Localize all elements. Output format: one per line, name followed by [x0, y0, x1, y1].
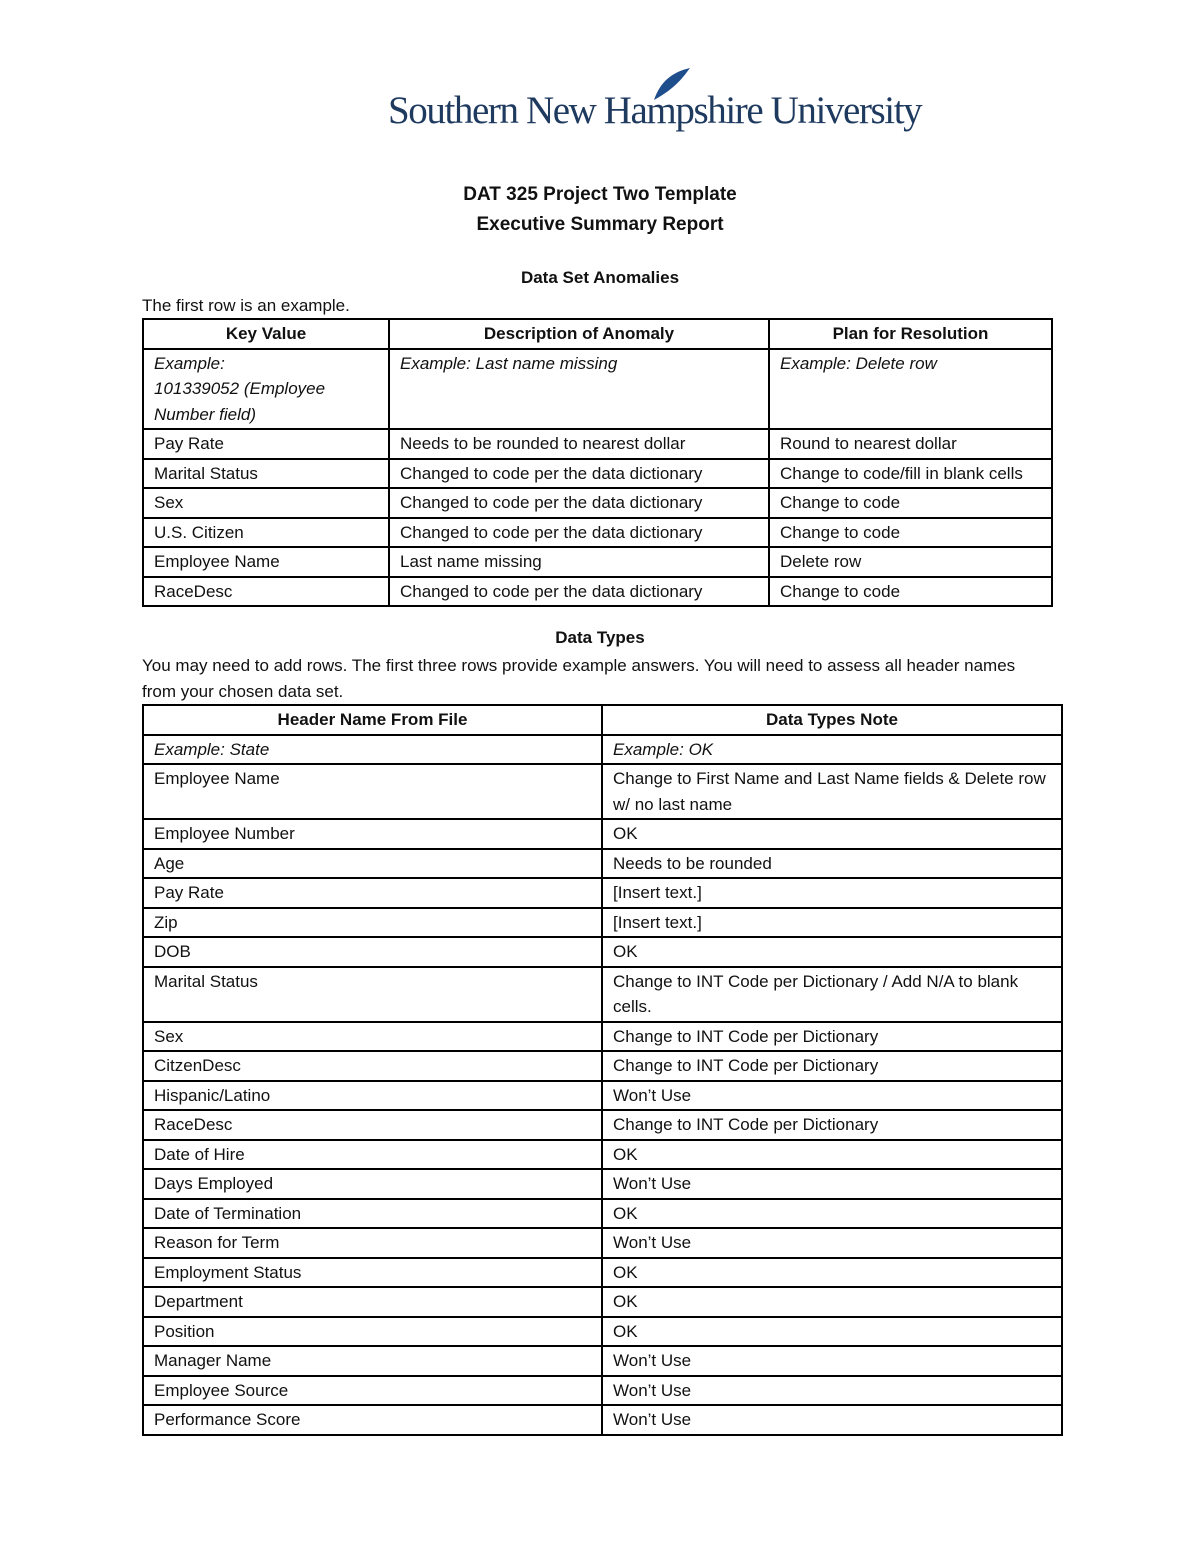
table-row [143, 819, 1062, 849]
table-cell: Change to INT Code per Dictionary [602, 1051, 1062, 1081]
table-cell: Hispanic/Latino [143, 1081, 602, 1111]
table-cell: Change to code [769, 518, 1052, 548]
table-cell: Example: OK [602, 735, 1062, 765]
table-row [143, 764, 1062, 819]
anomalies-intro: The first row is an example. [142, 296, 350, 315]
document-subtitle: Executive Summary Report [476, 214, 724, 235]
table-cell: Won’t Use [602, 1081, 1062, 1111]
table-row [143, 547, 1052, 577]
table-cell: Needs to be rounded to nearest dollar [389, 429, 769, 459]
university-logo [388, 66, 922, 136]
leaf-icon [650, 66, 692, 102]
table-row [143, 349, 1052, 430]
data-types-intro: You may need to add rows. The first three rows provide example answers. You will need to assess all header names from your chosen data set. [142, 656, 1016, 701]
table-header-row [143, 705, 1062, 735]
column-header: Key Value [143, 319, 389, 349]
table-cell: Employee Name [143, 547, 389, 577]
table-row [143, 735, 1062, 765]
data-types-heading: Data Types [555, 628, 645, 647]
table-cell: Changed to code per the data dictionary [389, 577, 769, 607]
data-types-table [142, 704, 1063, 1436]
table-cell: OK [602, 937, 1062, 967]
table-cell: Needs to be rounded [602, 849, 1062, 879]
table-cell: Round to nearest dollar [769, 429, 1052, 459]
table-cell: Delete row [769, 547, 1052, 577]
table-row [143, 1405, 1062, 1435]
table-cell: Won’t Use [602, 1346, 1062, 1376]
table-cell: Change to INT Code per Dictionary / Add N/A to blank cells. [602, 967, 1062, 1022]
table-cell: OK [602, 1317, 1062, 1347]
table-cell: Marital Status [143, 459, 389, 489]
table-row [143, 1376, 1062, 1406]
column-header: Description of Anomaly [389, 319, 769, 349]
table-row [143, 1051, 1062, 1081]
table-row [143, 1022, 1062, 1052]
table-cell: Pay Rate [143, 429, 389, 459]
table-cell: Change to code [769, 488, 1052, 518]
column-header: Data Types Note [602, 705, 1062, 735]
table-row [143, 967, 1062, 1022]
table-cell: Manager Name [143, 1346, 602, 1376]
table-row [143, 908, 1062, 938]
table-row [143, 937, 1062, 967]
table-row [143, 849, 1062, 879]
table-cell: Employee Source [143, 1376, 602, 1406]
table-cell: Change to INT Code per Dictionary [602, 1022, 1062, 1052]
table-row [143, 1317, 1062, 1347]
column-header: Header Name From File [143, 705, 602, 735]
table-cell: Changed to code per the data dictionary [389, 518, 769, 548]
table-row [143, 1169, 1062, 1199]
table-row [143, 1110, 1062, 1140]
table-cell: Change to code [769, 577, 1052, 607]
table-cell: DOB [143, 937, 602, 967]
table-cell: Last name missing [389, 547, 769, 577]
anomalies-heading: Data Set Anomalies [520, 268, 680, 287]
table-cell: OK [602, 819, 1062, 849]
table-cell: Age [143, 849, 602, 879]
table-cell: Sex [143, 1022, 602, 1052]
table-cell: Change to code/fill in blank cells [769, 459, 1052, 489]
table-cell: Position [143, 1317, 602, 1347]
table-cell: Pay Rate [143, 878, 602, 908]
table-cell: RaceDesc [143, 577, 389, 607]
table-row [143, 1199, 1062, 1229]
table-row [143, 1081, 1062, 1111]
table-cell: Marital Status [143, 967, 602, 1022]
table-cell: OK [602, 1287, 1062, 1317]
table-cell: Department [143, 1287, 602, 1317]
table-cell: Date of Termination [143, 1199, 602, 1229]
table-row [143, 429, 1052, 459]
table-cell: Won’t Use [602, 1228, 1062, 1258]
table-row [143, 488, 1052, 518]
logo-wordmark: Southern New Hampshire University [388, 89, 922, 132]
table-cell: OK [602, 1140, 1062, 1170]
table-cell: Example: State [143, 735, 602, 765]
column-header: Plan for Resolution [769, 319, 1052, 349]
table-cell: Employee Name [143, 764, 602, 819]
table-row [143, 1346, 1062, 1376]
table-row [143, 518, 1052, 548]
table-row [143, 1228, 1062, 1258]
table-cell: Won’t Use [602, 1405, 1062, 1435]
table-cell: Example: Last name missing [389, 349, 769, 430]
table-cell: U.S. Citizen [143, 518, 389, 548]
table-cell: [Insert text.] [602, 908, 1062, 938]
table-cell: Sex [143, 488, 389, 518]
anomalies-table [142, 318, 1053, 607]
table-cell: Days Employed [143, 1169, 602, 1199]
table-cell: Zip [143, 908, 602, 938]
table-cell: RaceDesc [143, 1110, 602, 1140]
table-row [143, 878, 1062, 908]
table-cell: Reason for Term [143, 1228, 602, 1258]
table-cell: Employment Status [143, 1258, 602, 1288]
table-cell: Won’t Use [602, 1169, 1062, 1199]
table-cell: Changed to code per the data dictionary [389, 459, 769, 489]
table-cell: CitzenDesc [143, 1051, 602, 1081]
table-row [143, 1140, 1062, 1170]
table-cell: [Insert text.] [602, 878, 1062, 908]
table-cell: Date of Hire [143, 1140, 602, 1170]
document-title: DAT 325 Project Two Template [463, 184, 737, 205]
table-row [143, 459, 1052, 489]
table-cell: Change to INT Code per Dictionary [602, 1110, 1062, 1140]
table-cell: Change to First Name and Last Name fields & Delete row w/ no last name [602, 764, 1062, 819]
table-cell: OK [602, 1199, 1062, 1229]
table-cell: OK [602, 1258, 1062, 1288]
table-cell: Example: Delete row [769, 349, 1052, 430]
table-cell: Won’t Use [602, 1376, 1062, 1406]
table-cell: Performance Score [143, 1405, 602, 1435]
table-row [143, 1287, 1062, 1317]
table-row [143, 577, 1052, 607]
table-cell: Example: 101339052 (Employee Number field) [143, 349, 389, 430]
table-header-row [143, 319, 1052, 349]
table-cell: Employee Number [143, 819, 602, 849]
table-cell: Changed to code per the data dictionary [389, 488, 769, 518]
table-row [143, 1258, 1062, 1288]
